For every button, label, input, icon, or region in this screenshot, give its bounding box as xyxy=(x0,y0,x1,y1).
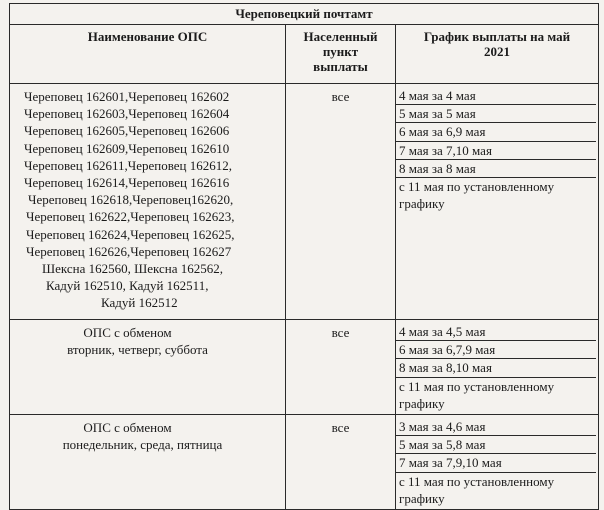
title-row xyxy=(10,4,599,25)
ops-name-line: Череповец 162609,Череповец 162610 xyxy=(24,140,230,156)
schedule-cell xyxy=(396,320,599,415)
header-schedule-line: График выплаты на май xyxy=(423,29,571,44)
schedule-cell xyxy=(396,415,599,510)
schedule-line: 6 мая за 6,9 мая xyxy=(396,123,596,141)
ops-name-line: Череповец 162626,Череповец 162627 xyxy=(26,243,232,259)
ops-name-line: Череповец 162601,Череповец 162602 xyxy=(24,89,230,104)
ops-name-line: Череповец 162603,Череповец 162604 xyxy=(24,106,230,122)
place-cell: все xyxy=(286,415,396,510)
ops-name-line: Кадуй 162512 xyxy=(101,295,178,311)
ops-name-line: ОПС с обменом xyxy=(83,325,172,340)
table-row xyxy=(10,84,599,320)
schedule-line: 5 мая за 5 мая xyxy=(396,105,596,123)
place-cell: все xyxy=(286,320,396,415)
schedule-line: 7 мая за 7,9,10 мая xyxy=(396,454,596,472)
header-place xyxy=(286,25,396,84)
schedule-line: 5 мая за 5,8 мая xyxy=(396,436,596,454)
schedule-line: графику xyxy=(399,490,445,506)
payment-schedule-table xyxy=(9,3,599,510)
schedule-line: графику xyxy=(399,196,445,212)
schedule-line: графику xyxy=(399,395,445,411)
schedule-line: 8 мая за 8 мая xyxy=(396,160,596,178)
ops-name-line: Кадуй 162510, Кадуй 162511, xyxy=(46,278,209,294)
ops-name-line: Шексна 162560, Шексна 162562, xyxy=(42,261,223,277)
ops-name-line: Череповец 162622,Череповец 162623, xyxy=(26,209,235,225)
ops-name-line: Череповец 162611,Череповец 162612, xyxy=(24,157,232,173)
header-place-line: выплаты xyxy=(313,59,368,74)
ops-name-line: Череповец 162614,Череповец 162616 xyxy=(24,175,230,191)
ops-exchange-cell xyxy=(10,415,286,510)
schedule-line: 8 мая за 8,10 мая xyxy=(396,359,596,377)
header-schedule xyxy=(396,25,599,84)
ops-name-line: вторник, четверг, суббота xyxy=(67,342,208,357)
header-place-line: Населенный xyxy=(303,29,378,44)
ops-names-cell xyxy=(10,84,286,320)
schedule-line: 3 мая за 4,6 мая xyxy=(396,418,596,436)
schedule-line: 4 мая за 4 мая xyxy=(396,87,596,105)
table-row xyxy=(10,415,599,510)
ops-name-line: Череповец 162618,Череповец162620, xyxy=(28,192,234,208)
ops-exchange-cell xyxy=(10,320,286,415)
schedule-line: 7 мая за 7,10 мая xyxy=(396,142,596,160)
header-name: Наименование ОПС xyxy=(10,25,286,84)
place-cell: все xyxy=(286,84,396,320)
ops-name-line: Череповец 162624,Череповец 162625, xyxy=(26,226,235,242)
ops-name-line: Череповец 162605,Череповец 162606 xyxy=(24,123,230,139)
table-title: Череповецкий почтамт xyxy=(10,4,599,25)
header-row xyxy=(10,25,599,84)
table-row xyxy=(10,320,599,415)
header-place-line: пункт xyxy=(322,44,359,59)
schedule-line: с 11 мая по установленному xyxy=(399,378,555,394)
schedule-cell xyxy=(396,84,599,320)
schedule-line: 4 мая за 4,5 мая xyxy=(396,323,596,341)
schedule-line: с 11 мая по установленному xyxy=(399,473,555,489)
ops-name-line: понедельник, среда, пятница xyxy=(62,437,223,453)
header-schedule-line: 2021 xyxy=(484,44,510,59)
schedule-line: с 11 мая по установленному xyxy=(399,179,555,195)
ops-name-line: ОПС с обменом xyxy=(83,420,172,436)
schedule-line: 6 мая за 6,7,9 мая xyxy=(396,341,596,359)
